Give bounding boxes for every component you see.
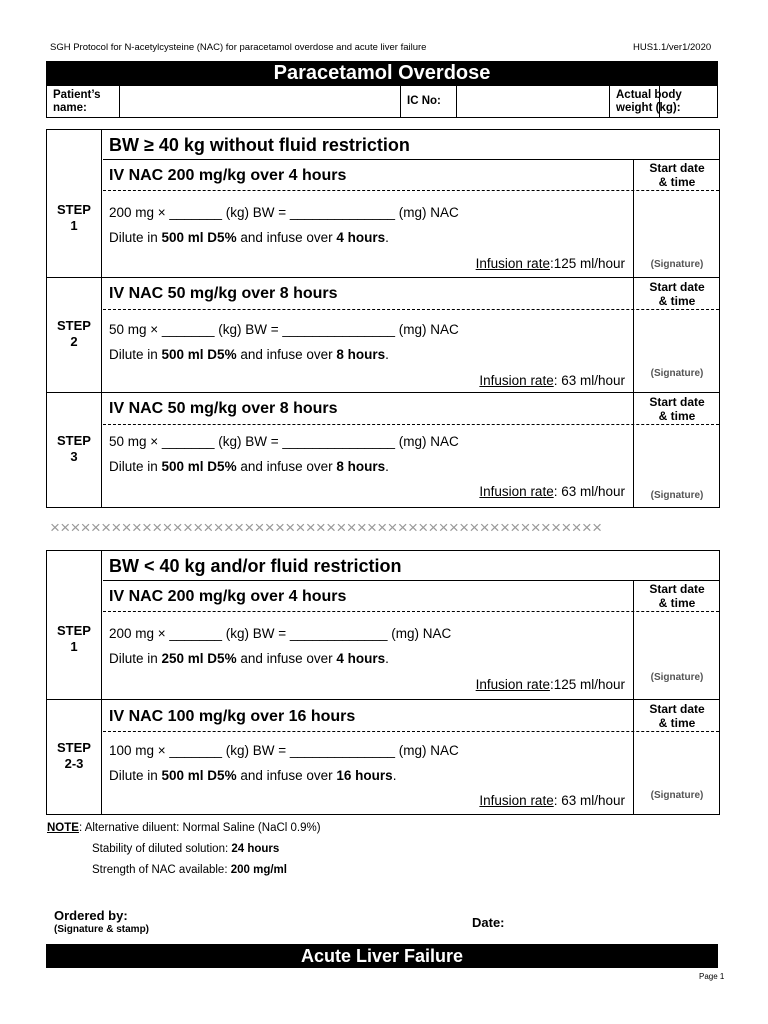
header-protocol-text: SGH Protocol for N-acetylcysteine (NAC) for paracetamol overdose and acute liver failure (50, 42, 427, 53)
ordered-by-label: Ordered by: (54, 908, 128, 923)
patient-name-label (47, 86, 120, 117)
patient-info-row (46, 86, 718, 118)
dilute-end: . (392, 768, 397, 783)
dilute-time: 16 hours (336, 768, 393, 783)
start-date-line1: Start date (649, 582, 705, 596)
ic-no-label: IC No: (401, 86, 457, 117)
patient-name-label-line1: Patient’s (53, 89, 101, 101)
dilute-time: 8 hours (336, 459, 386, 474)
start-date-line2: & time (658, 596, 696, 610)
start-date-field[interactable] (634, 613, 720, 669)
start-date-field[interactable] (634, 426, 720, 486)
step-heading: IV NAC 100 mg/kg over 16 hours (109, 708, 356, 725)
note-label: NOTE (47, 822, 79, 834)
weight-field[interactable] (659, 86, 717, 117)
dashed-divider (103, 190, 719, 191)
step-panel (47, 392, 719, 508)
dilute-volume: 500 ml D5% (161, 230, 237, 245)
acute-liver-failure-title: Acute Liver Failure (46, 944, 718, 968)
dilution-instruction (109, 651, 389, 666)
dilute-prefix: Dilute in (109, 459, 162, 474)
step-label (47, 433, 101, 465)
dilute-end: . (385, 230, 389, 245)
infusion-rate-label: Infusion rate (475, 677, 550, 692)
dose-calculation: 100 mg × _______ (kg) BW = ______________ (mg) NAC (109, 743, 459, 758)
step-heading: IV NAC 50 mg/kg over 8 hours (109, 400, 338, 417)
date-label: Date: (472, 915, 505, 930)
infusion-rate (479, 484, 625, 499)
dilute-prefix: Dilute in (109, 768, 162, 783)
signature-label: (Signature) (650, 790, 704, 801)
date-field[interactable] (515, 910, 705, 936)
dilution-instruction (109, 347, 389, 362)
page-title: Paracetamol Overdose (46, 61, 718, 86)
dilute-prefix: Dilute in (109, 347, 162, 362)
note-line-2 (92, 843, 279, 855)
dilute-time: 8 hours (336, 347, 386, 362)
start-date-line1: Start date (649, 280, 705, 294)
dilute-time: 4 hours (336, 651, 386, 666)
start-date-label (633, 702, 721, 730)
patient-name-field[interactable] (120, 86, 401, 117)
dilute-volume: 500 ml D5% (161, 347, 237, 362)
signature-stamp-label: (Signature & stamp) (54, 924, 150, 935)
step-word: STEP (57, 433, 91, 448)
dose-calculation: 200 mg × _______ (kg) BW = _____________ (mg) NAC (109, 626, 452, 641)
dilution-instruction (109, 768, 396, 783)
step-panel (47, 580, 719, 699)
ic-no-field[interactable] (457, 86, 610, 117)
step-heading: IV NAC 200 mg/kg over 4 hours (109, 588, 347, 605)
start-date-line2: & time (658, 294, 696, 308)
step-word: STEP (57, 623, 91, 638)
step-heading: IV NAC 200 mg/kg over 4 hours (109, 167, 347, 184)
note-text-1: : Alternative diluent: Normal Saline (NaCl 0.9%) (78, 822, 321, 834)
start-date-label (633, 582, 721, 610)
dose-calculation: 200 mg × _______ (kg) BW = ______________ (mg) NAC (109, 205, 459, 220)
start-date-line1: Start date (649, 702, 705, 716)
section-bw-40-plus (46, 129, 720, 508)
section-title: BW < 40 kg and/or fluid restriction (103, 551, 719, 581)
dilute-volume: 250 ml D5% (161, 651, 237, 666)
dilute-middle: and infuse over (236, 768, 337, 783)
dilute-volume: 500 ml D5% (161, 459, 237, 474)
dilute-end: . (385, 459, 389, 474)
infusion-rate-value: : 63 ml/hour (553, 793, 625, 808)
step-number: 1 (70, 218, 78, 233)
dashed-divider (103, 611, 719, 612)
step-label (47, 740, 101, 772)
dose-calculation: 50 mg × _______ (kg) BW = _______________ (mg) NAC (109, 322, 459, 337)
dashed-divider (103, 424, 719, 425)
start-date-field[interactable] (634, 311, 720, 365)
dilute-end: . (385, 651, 389, 666)
step-label (47, 318, 101, 350)
infusion-rate-label: Infusion rate (475, 256, 550, 271)
separator-crosses: ×××××××××××××××××××××××××××××××××××××××××××××××××××××× (50, 518, 603, 537)
step-number: 2 (70, 334, 78, 349)
patient-name-label-line2: name: (53, 102, 87, 114)
section-title: BW ≥ 40 kg without fluid restriction (103, 130, 719, 160)
step-number: 3 (70, 449, 78, 464)
step-label (47, 202, 101, 234)
page-number: Page 1 (699, 972, 725, 981)
infusion-rate-label: Infusion rate (479, 373, 554, 388)
infusion-rate-label: Infusion rate (479, 793, 554, 808)
infusion-rate (476, 256, 625, 271)
note-text-2: Stability of diluted solution: (92, 843, 232, 855)
signature-label: (Signature) (650, 259, 704, 270)
start-date-label (633, 395, 721, 423)
signature-label: (Signature) (650, 490, 704, 501)
start-date-label (633, 280, 721, 308)
weight-label-line2: weight (kg): (616, 102, 681, 114)
step-word: STEP (57, 202, 91, 217)
step-word: STEP (57, 318, 91, 333)
dilute-time: 4 hours (336, 230, 386, 245)
dilute-volume: 500 ml D5% (161, 768, 237, 783)
dilute-prefix: Dilute in (109, 230, 162, 245)
header-version: HUS1.1/ver1/2020 (633, 42, 712, 53)
start-date-label (633, 161, 721, 189)
step-heading: IV NAC 50 mg/kg over 8 hours (109, 285, 338, 302)
weight-label (610, 86, 682, 117)
note-line-3 (92, 864, 287, 876)
signature-label: (Signature) (650, 368, 704, 379)
start-date-line2: & time (658, 716, 696, 730)
start-date-line2: & time (658, 175, 696, 189)
infusion-rate-value: :125 ml/hour (549, 677, 625, 692)
dilute-middle: and infuse over (236, 230, 337, 245)
dose-calculation: 50 mg × _______ (kg) BW = _______________ (mg) NAC (109, 434, 459, 449)
dashed-divider (103, 309, 719, 310)
step-panel (47, 159, 719, 277)
step-number: 1 (70, 639, 78, 654)
start-date-line1: Start date (649, 161, 705, 175)
infusion-rate-value: : 63 ml/hour (553, 484, 625, 499)
start-date-field[interactable] (634, 192, 720, 256)
dilute-end: . (385, 347, 389, 362)
step-panel (47, 277, 719, 392)
dilute-middle: and infuse over (236, 347, 337, 362)
dilute-middle: and infuse over (236, 459, 337, 474)
step-word: STEP (57, 740, 91, 755)
dashed-divider (103, 731, 719, 732)
note-line-1 (47, 822, 321, 834)
signature-label: (Signature) (650, 672, 704, 683)
dilution-instruction (109, 459, 389, 474)
section-bw-under-40 (46, 550, 720, 815)
ordered-by-field[interactable] (140, 905, 450, 933)
start-date-field[interactable] (634, 733, 720, 787)
weight-label-line1: Actual body (616, 89, 682, 101)
infusion-rate-label: Infusion rate (479, 484, 554, 499)
dilute-prefix: Dilute in (109, 651, 162, 666)
infusion-rate (479, 793, 625, 808)
note-text-3-bold: 200 mg/ml (230, 864, 287, 876)
step-panel (47, 699, 719, 815)
infusion-rate-value: : 63 ml/hour (553, 373, 625, 388)
note-text-3: Strength of NAC available: (92, 864, 231, 876)
step-number: 2-3 (64, 756, 84, 771)
dilute-middle: and infuse over (236, 651, 337, 666)
infusion-rate-value: :125 ml/hour (549, 256, 625, 271)
start-date-line1: Start date (649, 395, 705, 409)
start-date-line2: & time (658, 409, 696, 423)
step-label (47, 623, 101, 655)
infusion-rate (479, 373, 625, 388)
infusion-rate (476, 677, 625, 692)
dilution-instruction (109, 230, 389, 245)
note-text-2-bold: 24 hours (231, 843, 280, 855)
